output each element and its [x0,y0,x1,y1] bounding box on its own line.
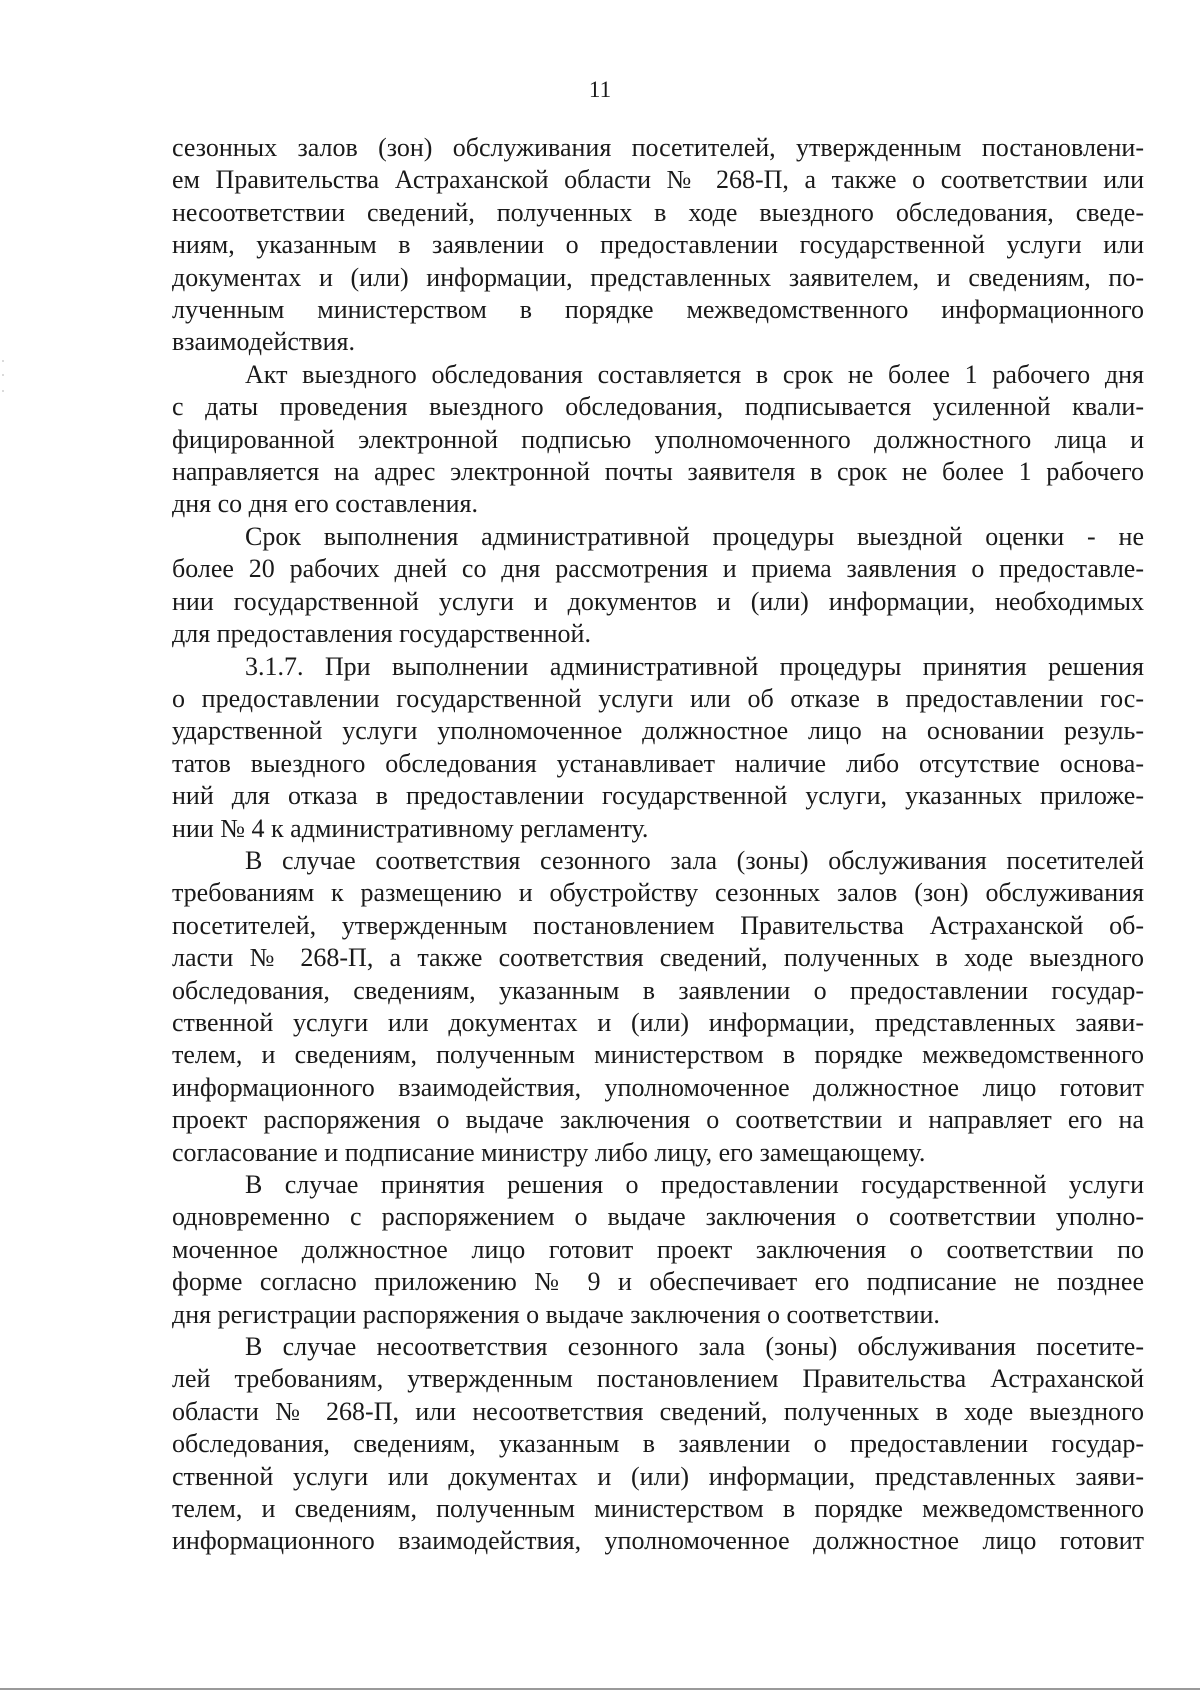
text-line: В случае соответствия сезонного зала (зоны) обслуживания посетителей [245,845,1144,875]
paragraph [172,1331,1144,1558]
paragraph [172,1169,1144,1331]
scan-margin-marks [0,360,6,400]
text-line: телем, и сведениям, полученным министерством в порядке межведомственного [172,1040,1144,1070]
text-line: направляется на адрес электронной почты заявителя в срок не более 1 рабочего [172,457,1144,487]
text-line: моченное должностное лицо готовит проект заключения о соответствии по [172,1234,1144,1264]
text-line: области № 268-П, или несоответствия сведений, полученных в ходе выездного [172,1396,1144,1426]
text-line: ний для отказа в предоставлении государственной услуги, указанных приложе- [172,781,1144,811]
text-line: ниям, указанным в заявлении о предоставлении государственной услуги или [172,230,1144,260]
text-line: нии № 4 к административному регламенту. [172,813,649,843]
text-line: Срок выполнения административной процедуры выездной оценки - не [245,521,1144,551]
text-line: телем, и сведениям, полученным министерством в порядке межведомственного [172,1494,1144,1524]
text-line: согласование и подписание министру либо лицу, его замещающему. [172,1137,926,1167]
text-line: нии государственной услуги и документов и (или) информации, необходимых [172,586,1144,616]
text-line: ственной услуги или документах и (или) информации, представленных заяви- [172,1461,1144,1491]
text-line: ственной услуги или документах и (или) информации, представленных заяви- [172,1007,1144,1037]
text-line: одновременно с распоряжением о выдаче заключения о соответствии уполно- [172,1202,1144,1232]
text-line: проект распоряжения о выдаче заключения о соответствии и направляет его на [172,1105,1144,1135]
text-line: информационного взаимодействия, уполномоченное должностное лицо готовит [172,1072,1144,1102]
text-line: Акт выездного обследования составляется в срок не более 1 рабочего дня [245,359,1144,389]
page-number: 11 [588,77,612,102]
text-line: лученным министерством в порядке межведомственного информационного [172,295,1144,325]
text-line: фицированной электронной подписью уполномоченного должностного лица и [172,424,1144,454]
text-line: о предоставлении государственной услуги или об отказе в предоставлении гос- [172,683,1144,713]
text-line: татов выездного обследования устанавливает наличие либо отсутствие основа- [172,748,1144,778]
text-line: В случае принятия решения о предоставлении государственной услуги [245,1170,1144,1199]
document-body [172,132,1144,1558]
text-line: дня регистрации распоряжения о выдаче заключения о соответствии. [172,1299,940,1329]
text-line: обследования, сведениям, указанным в заявлении о предоставлении государ- [172,1429,1144,1459]
text-line: форме согласно приложению № 9 и обеспечивает его подписание не позднее [172,1267,1144,1297]
text-line: В случае несоответствия сезонного зала (зоны) обслуживания посетите- [245,1332,1144,1362]
paragraph [172,132,1144,359]
text-line: требованиям к размещению и обустройству сезонных залов (зон) обслуживания [172,878,1144,908]
text-line: обследования, сведениям, указанным в заявлении о предоставлении государ- [172,975,1144,1005]
text-line: ласти № 268-П, а также соответствия сведений, полученных в ходе выездного [172,943,1144,973]
text-line: для предоставления государственной. [172,619,591,649]
scan-bottom-edge [0,1688,1200,1690]
text-line: несоответствии сведений, полученных в ходе выездного обследования, сведе- [172,197,1144,227]
text-line: дня со дня его составления. [172,489,478,519]
text-line: информационного взаимодействия, уполномоченное должностное лицо готовит [172,1526,1144,1556]
text-line: с даты проведения выездного обследования, подписывается усиленной квали- [172,392,1144,422]
paragraph [172,521,1144,651]
text-line: ударственной услуги уполномоченное должностное лицо на основании резуль- [172,716,1144,746]
text-line: лей требованиям, утвержденным постановлением Правительства Астраханской [172,1364,1144,1394]
text-line: сезонных залов (зон) обслуживания посетителей, утвержденным постановлени- [172,133,1144,162]
text-line: 3.1.7. При выполнении административной процедуры принятия решения [245,651,1144,681]
paragraph [172,359,1144,521]
text-line: посетителей, утвержденным постановлением Правительства Астраханской об- [172,910,1144,940]
text-line: документах и (или) информации, представленных заявителем, и сведениям, по- [172,262,1144,292]
text-line: более 20 рабочих дней со дня рассмотрения и приема заявления о предоставле- [172,554,1144,584]
text-line: ем Правительства Астраханской области № 268-П, а также о соответствии или [172,165,1144,195]
text-line: взаимодействия. [172,327,355,357]
paragraph [172,651,1144,845]
paragraph [172,845,1144,1169]
